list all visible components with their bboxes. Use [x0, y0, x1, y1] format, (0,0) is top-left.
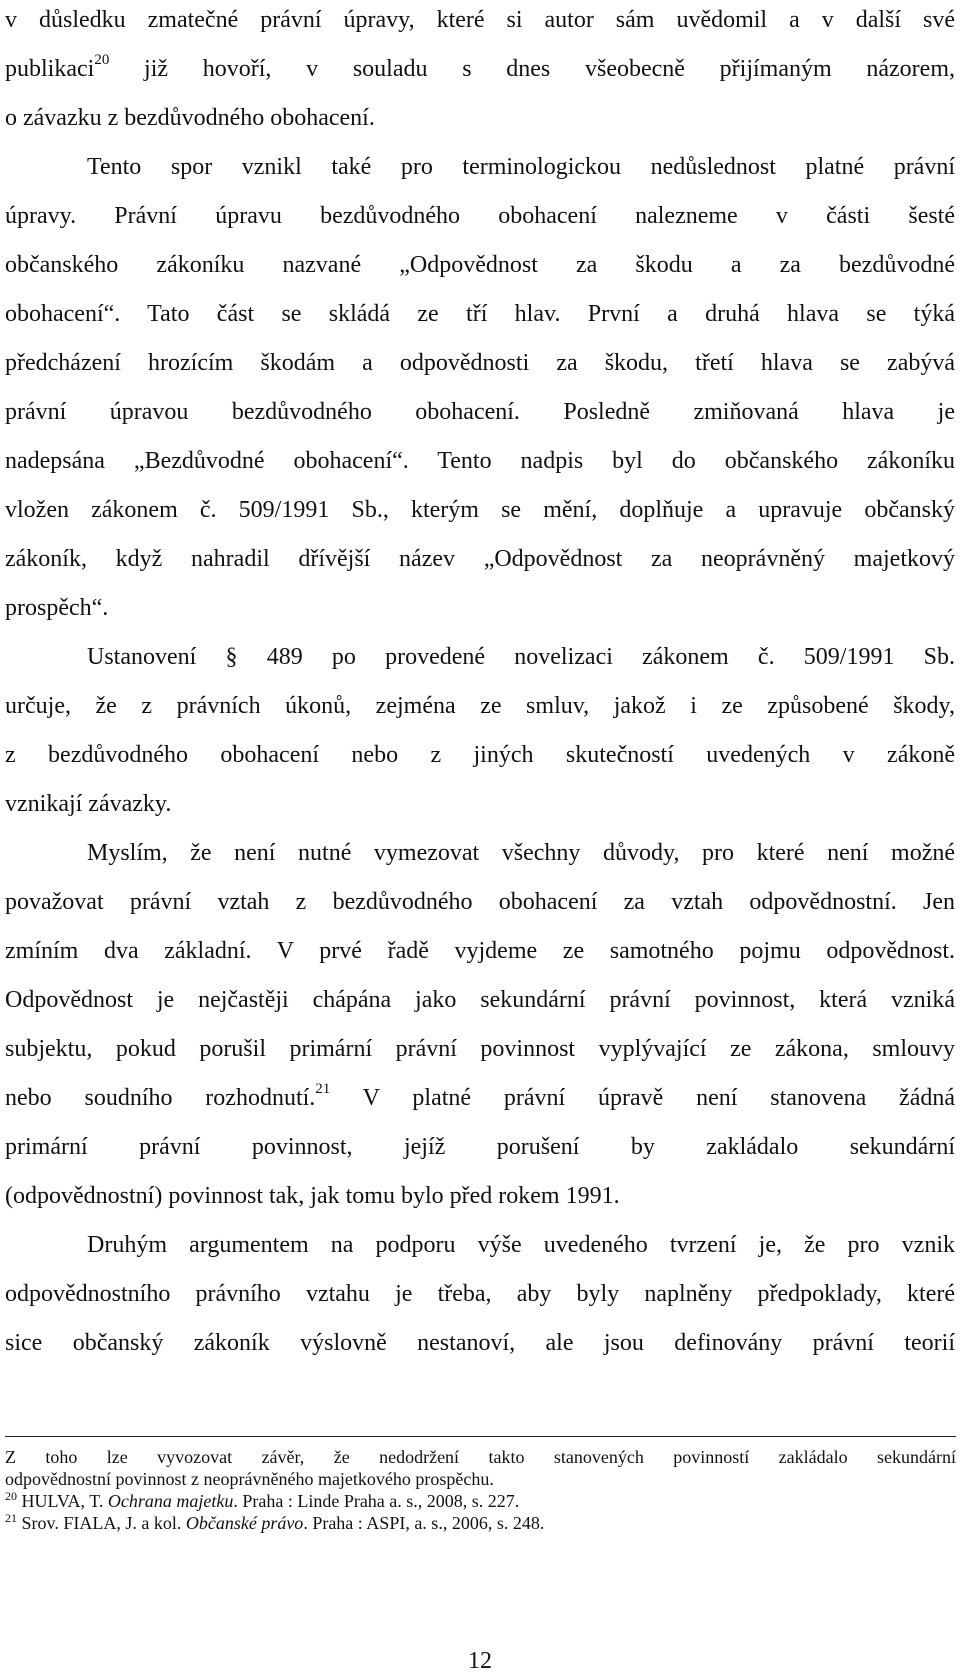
paragraph-5 [5, 1221, 955, 1368]
text-line: vložen zákonem č. 509/1991 Sb., kterým se mění, doplňuje a upravuje občanský [5, 497, 955, 523]
footnote-text: Srov. FIALA, J. a kol. [17, 1513, 186, 1533]
text-line: určuje, že z právních úkonů, zejména ze smluv, jakož i ze způsobené škody, [5, 693, 955, 719]
page-number: 12 [468, 1648, 492, 1674]
text-line: vznikají závazky. [5, 791, 172, 817]
text-line: (odpovědnostní) povinnost tak, jak tomu bylo před rokem 1991. [5, 1183, 620, 1209]
text-fragment: již hovoří, v souladu s dnes všeobecně přijímaným názorem, [109, 56, 955, 82]
text-line: předcházení hrozícím škodám a odpovědnosti za škodu, třetí hlava se zabývá [5, 350, 955, 376]
text-line: primární právní povinnost, jejíž porušení by zakládalo sekundární [5, 1134, 955, 1160]
text-line: odpovědnostního právního vztahu je třeba, aby byly naplněny předpoklady, které [5, 1281, 955, 1307]
paragraph-1 [5, 0, 955, 143]
text-line [5, 1074, 955, 1123]
text-line: Tento spor vznikl také pro terminologickou nedůslednost platné právní [87, 154, 955, 180]
text-line: o závazku z bezdůvodného obohacení. [5, 105, 375, 131]
footnote-ref-21[interactable]: 21 [315, 1081, 331, 1097]
text-line: Myslím, že není nutné vymezovat všechny důvody, pro které není možné [87, 840, 955, 866]
text-line: považovat právní vztah z bezdůvodného obohacení za vztah odpovědnostní. Jen [5, 889, 955, 915]
footnote-number: 20 [5, 1488, 17, 1503]
text-line: z bezdůvodného obohacení nebo z jiných skutečností uvedených v zákoně [5, 742, 955, 768]
text-line [5, 45, 955, 94]
text-line: v důsledku zmatečné právní úpravy, které si autor sám uvědomil a v další své [5, 7, 955, 33]
text-line: nadepsána „Bezdůvodné obohacení“. Tento nadpis byl do občanského zákoníku [5, 448, 955, 474]
footnote-title: Občanské právo [185, 1513, 304, 1533]
footnote-continuation-line: odpovědnostní povinnost z neoprávněného majetkového prospěchu. [5, 1469, 494, 1489]
text-line: úpravy. Právní úpravu bezdůvodného obohacení nalezneme v části šesté [5, 203, 955, 229]
footnote-21 [5, 1512, 956, 1534]
body-text [5, 0, 955, 1368]
text-line: Odpovědnost je nejčastěji chápána jako sekundární právní povinnost, která vzniká [5, 987, 955, 1013]
text-line: Druhým argumentem na podporu výše uvedeného tvrzení je, že pro vznik [87, 1232, 955, 1258]
footnote-20 [5, 1490, 956, 1512]
text-line: prospěch“. [5, 595, 109, 621]
footnote-text: HULVA, T. [17, 1491, 108, 1511]
footnote-continuation-line: Z toho lze vyvozovat závěr, že nedodržení takto stanovených povinností zakládalo sekundární [5, 1447, 956, 1467]
footnote-number: 21 [5, 1510, 17, 1525]
footnote-title: Ochrana majetku [107, 1491, 234, 1511]
footnotes [5, 1446, 956, 1534]
text-line: právní úpravou bezdůvodného obohacení. Posledně zmiňovaná hlava je [5, 399, 955, 425]
text-line: občanského zákoníku nazvané „Odpovědnost za škodu a za bezdůvodné [5, 252, 955, 278]
footnote-separator [5, 1436, 956, 1437]
text-line: sice občanský zákoník výslovně nestanoví, ale jsou definovány právní teorií [5, 1330, 955, 1356]
text-fragment: V platné právní úpravě není stanovena žádná [330, 1085, 956, 1111]
text-line: Ustanovení § 489 po provedené novelizaci zákonem č. 509/1991 Sb. [87, 644, 955, 670]
footnote-text: . Praha : ASPI, a. s., 2006, s. 248. [303, 1513, 545, 1533]
text-line: obohacení“. Tato část se skládá ze tří hlav. První a druhá hlava se týká [5, 301, 955, 327]
text-line: zákoník, když nahradil dřívější název „Odpovědnost za neoprávněný majetkový [5, 546, 955, 572]
text-fragment: publikaci [5, 56, 95, 82]
paragraph-4 [5, 829, 955, 1221]
footnote-text: . Praha : Linde Praha a. s., 2008, s. 227. [233, 1491, 520, 1511]
text-line: zmíním dva základní. V prvé řadě vyjdeme ze samotného pojmu odpovědnost. [5, 938, 955, 964]
paragraph-3 [5, 633, 955, 829]
text-fragment: nebo soudního rozhodnutí. [5, 1085, 316, 1111]
paragraph-2 [5, 143, 955, 633]
text-line: subjektu, pokud porušil primární právní povinnost vyplývající ze zákona, smlouvy [5, 1036, 955, 1062]
footnote-ref-20[interactable]: 20 [94, 52, 110, 68]
